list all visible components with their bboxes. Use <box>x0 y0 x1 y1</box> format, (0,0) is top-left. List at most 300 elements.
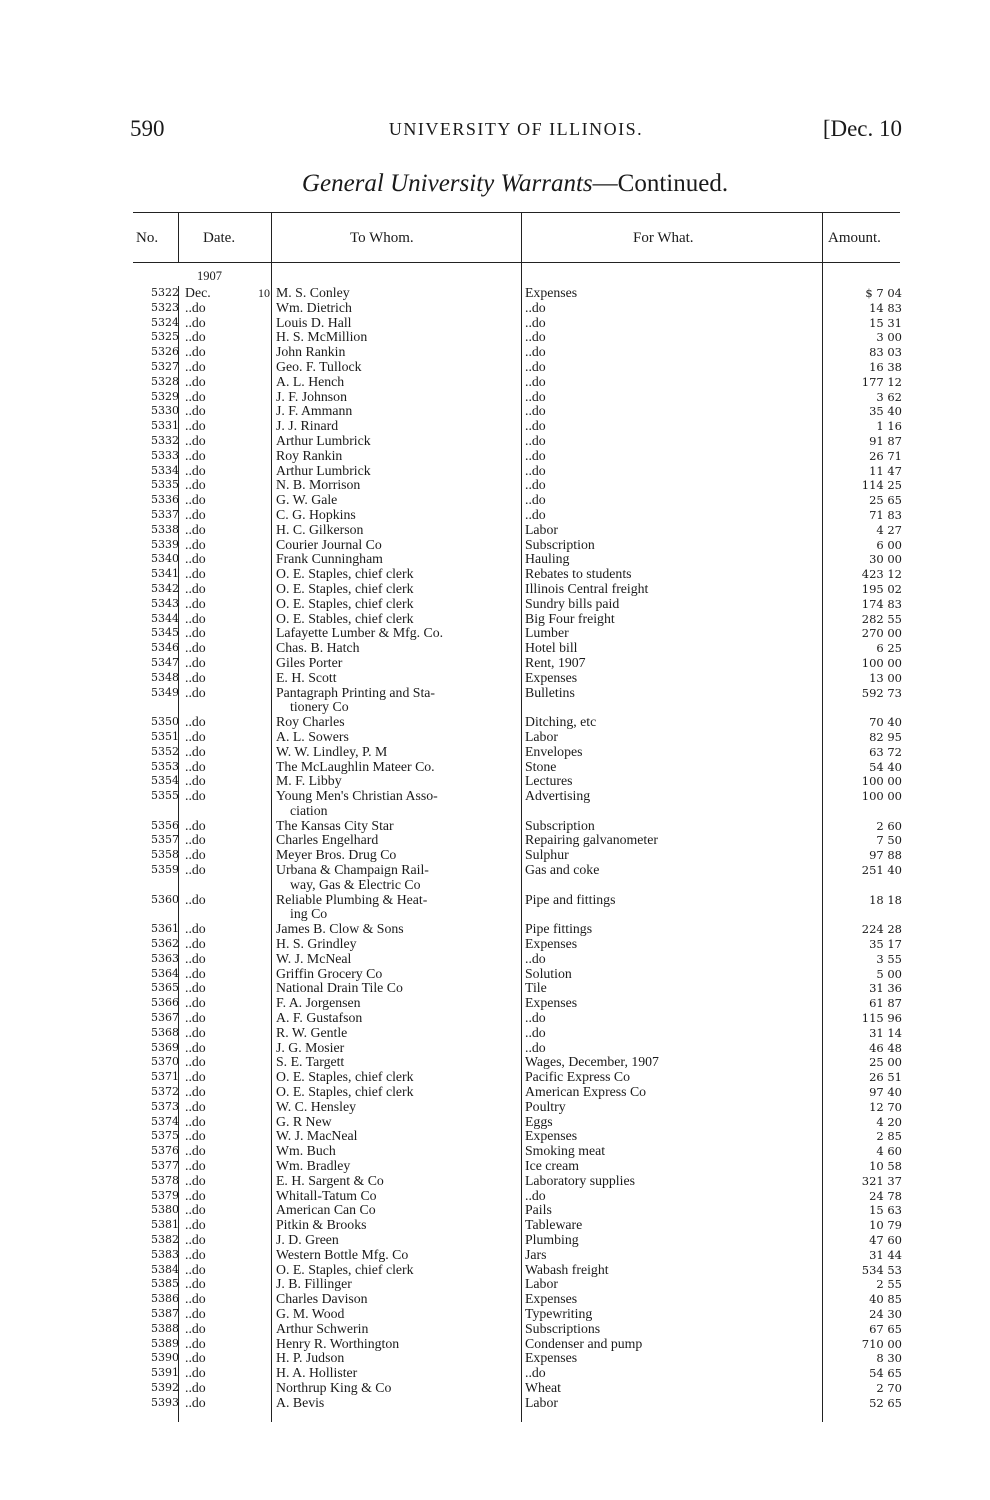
purpose: Envelopes <box>525 744 583 759</box>
warrant-date: ..do <box>185 1233 206 1247</box>
payee-line: Giles Porter <box>276 655 343 670</box>
purpose: Ditching, etc <box>525 715 597 730</box>
amount: 2 85 <box>876 1129 902 1144</box>
payee-line: National Drain Tile Co <box>276 981 403 996</box>
warrant-number: 5351 <box>151 729 179 743</box>
amount: 24 78 <box>869 1188 902 1203</box>
purpose: Plumbing <box>525 1233 579 1247</box>
payee-line-continued: ing Co <box>290 906 328 922</box>
purpose: Eggs <box>525 1114 553 1129</box>
table-row <box>132 1159 902 1174</box>
purpose: Expenses <box>525 286 578 300</box>
warrant-number: 5323 <box>151 300 179 314</box>
payee-line: O. E. Staples, chief clerk <box>276 581 414 596</box>
payee <box>276 1041 520 1056</box>
amount: 2 70 <box>876 1380 902 1395</box>
payee-line: J. F. Ammann <box>276 404 353 419</box>
payee <box>276 1366 520 1381</box>
warrant-date: ..do <box>185 389 206 404</box>
table-row <box>132 1189 902 1204</box>
warrant-number: 5393 <box>151 1395 179 1409</box>
table-row <box>132 863 902 893</box>
warrant-number: 5391 <box>151 1366 179 1380</box>
purpose: ..do <box>525 478 546 493</box>
amount: 11 47 <box>869 463 902 478</box>
payee-line: H. S. Grindley <box>276 937 357 952</box>
payee-line: G. W. Gale <box>276 493 338 508</box>
col-header-to-whom: To Whom. <box>350 230 414 246</box>
warrant-number: 5379 <box>151 1188 179 1202</box>
warrant-date: ..do <box>185 1011 206 1026</box>
payee <box>276 478 520 493</box>
warrant-number: 5364 <box>151 966 179 980</box>
payee <box>276 330 520 345</box>
amount: 97 88 <box>869 848 902 863</box>
payee <box>276 1263 520 1278</box>
payee <box>276 833 520 848</box>
amount: 54 40 <box>869 759 902 774</box>
warrant-date: ..do <box>185 1085 206 1100</box>
amount: 115 96 <box>861 1011 902 1026</box>
payee-line-continued: way, Gas & Electric Co <box>290 876 421 892</box>
purpose: Wabash freight <box>525 1262 609 1277</box>
table-row <box>132 1292 902 1307</box>
table-row <box>132 819 902 834</box>
amount: 3 00 <box>876 330 902 345</box>
purpose: ..do <box>525 448 546 463</box>
payee-line: H. C. Gilkerson <box>276 522 364 537</box>
warrant-date: ..do <box>185 596 206 611</box>
table-row <box>132 523 902 538</box>
warrant-number: 5331 <box>151 419 179 433</box>
payee <box>276 345 520 360</box>
payee-line: H. A. Hollister <box>276 1366 358 1381</box>
warrant-date: ..do <box>185 419 206 434</box>
warrant-date: ..do <box>185 789 206 804</box>
payee-line: Courier Journal Co <box>276 537 382 552</box>
warrant-date: ..do <box>185 818 206 833</box>
warrant-date: ..do <box>185 922 206 937</box>
amount: 16 38 <box>869 359 902 374</box>
payee <box>276 360 520 375</box>
payee <box>276 1381 520 1396</box>
table-title <box>0 170 990 198</box>
amount: 270 00 <box>861 626 902 641</box>
warrant-number: 5374 <box>151 1114 179 1128</box>
purpose: Sundry bills paid <box>525 596 620 611</box>
amount: 100 00 <box>861 655 902 670</box>
payee <box>276 1011 520 1026</box>
payee-line: M. S. Conley <box>276 286 350 300</box>
amount: 3 55 <box>876 951 902 966</box>
amount: 63 72 <box>869 744 902 759</box>
payee-line: Charles Engelhard <box>276 833 379 848</box>
payee <box>276 538 520 553</box>
warrant-number: 5367 <box>151 1011 179 1025</box>
warrant-date: ..do <box>185 1159 206 1174</box>
payee-line: James B. Clow & Sons <box>276 922 404 937</box>
table-row <box>132 922 902 937</box>
warrant-date: ..do <box>185 1336 206 1351</box>
payee <box>276 508 520 523</box>
warrant-date: ..do <box>185 848 206 863</box>
warrant-number: 5390 <box>151 1351 179 1365</box>
purpose: Hotel bill <box>525 641 578 656</box>
payee-line: M. F. Libby <box>276 774 342 789</box>
payee <box>276 1055 520 1070</box>
payee-line: W. J. McNeal <box>276 951 352 966</box>
payee-line-continued: tionery Co <box>290 699 349 715</box>
amount: 4 20 <box>876 1114 902 1129</box>
warrant-date: ..do <box>185 1306 206 1321</box>
payee-line: O. E. Staples, chief clerk <box>276 1262 414 1277</box>
table-row <box>132 1115 902 1130</box>
amount: 224 28 <box>861 922 902 937</box>
table-title-italic: General University Warrants <box>301 170 593 197</box>
table-row <box>132 538 902 553</box>
payee <box>276 715 520 730</box>
warrant-date: ..do <box>185 863 206 878</box>
table-row <box>132 730 902 745</box>
warrant-number: 5336 <box>151 493 179 507</box>
table-row <box>132 626 902 641</box>
warrant-date: ..do <box>185 892 206 907</box>
payee <box>276 464 520 479</box>
payee-line: H. S. McMillion <box>276 330 368 345</box>
warrant-date: ..do <box>185 1025 206 1040</box>
warrant-number: 5341 <box>151 567 179 581</box>
amount: 70 40 <box>869 715 902 730</box>
warrant-number: 5348 <box>151 670 179 684</box>
table-row <box>132 1307 902 1322</box>
table-row <box>132 848 902 863</box>
warrant-number: 5350 <box>151 715 179 729</box>
warrant-number: 5326 <box>151 345 179 359</box>
payee-line: J. J. Rinard <box>276 419 339 434</box>
warrant-date: ..do <box>185 433 206 448</box>
warrant-number: 5337 <box>151 507 179 521</box>
table-row <box>132 552 902 567</box>
table-top-rule <box>133 212 900 213</box>
amount: 71 83 <box>869 507 902 522</box>
purpose: ..do <box>525 463 546 478</box>
warrant-date: ..do <box>185 1188 206 1203</box>
payee <box>276 1129 520 1144</box>
table-row <box>132 937 902 952</box>
table-row <box>132 434 902 449</box>
warrant-number: 5381 <box>151 1218 179 1232</box>
purpose: Subscription <box>525 818 595 833</box>
payee-line: Frank Cunningham <box>276 552 383 567</box>
table-row <box>132 1085 902 1100</box>
amount: 321 37 <box>861 1173 902 1188</box>
purpose: Jars <box>525 1247 547 1262</box>
table-row <box>132 774 902 789</box>
table-row <box>132 1100 902 1115</box>
payee <box>276 316 520 331</box>
payee <box>276 996 520 1011</box>
warrant-number: 5380 <box>151 1203 179 1217</box>
warrant-number: 5383 <box>151 1247 179 1261</box>
purpose: Rent, 1907 <box>525 655 586 670</box>
payee <box>276 1218 520 1233</box>
payee <box>276 523 520 538</box>
payee <box>276 1337 520 1352</box>
amount: 10 58 <box>869 1159 902 1174</box>
amount: 54 65 <box>869 1366 902 1381</box>
warrant-date: ..do <box>185 345 206 360</box>
warrant-number: 5339 <box>151 537 179 551</box>
table-row <box>132 345 902 360</box>
table-row <box>132 789 902 819</box>
payee-line: O. E. Staples, chief clerk <box>276 567 414 582</box>
amount: 35 40 <box>869 404 902 419</box>
payee-line: Arthur Lumbrick <box>276 463 371 478</box>
warrant-number: 5322 <box>151 286 179 299</box>
table-row <box>132 1041 902 1056</box>
warrant-number: 5377 <box>151 1159 179 1173</box>
table-row <box>132 567 902 582</box>
purpose: Expenses <box>525 1351 578 1366</box>
amount: 8 30 <box>876 1351 902 1366</box>
table-row <box>132 597 902 612</box>
col-header-amount: Amount. <box>828 230 881 246</box>
warrant-date: ..do <box>185 1292 206 1307</box>
payee-line: O. E. Staples, chief clerk <box>276 1085 414 1100</box>
table-row <box>132 1174 902 1189</box>
purpose: Pails <box>525 1203 552 1218</box>
payee-line: E. H. Sargent & Co <box>276 1173 384 1188</box>
table-row <box>132 449 902 464</box>
purpose: Lumber <box>525 626 569 641</box>
warrant-date: ..do <box>185 374 206 389</box>
table-row <box>132 1218 902 1233</box>
purpose: Gas and coke <box>525 863 600 878</box>
table-row <box>132 1277 902 1292</box>
payee-line: E. H. Scott <box>276 670 337 685</box>
warrant-number: 5369 <box>151 1040 179 1054</box>
purpose: Tableware <box>525 1218 583 1233</box>
warrant-date: ..do <box>185 1055 206 1070</box>
amount: 14 83 <box>869 300 902 315</box>
payee <box>276 1248 520 1263</box>
purpose: Expenses <box>525 1292 578 1307</box>
payee <box>276 286 520 301</box>
warrant-number: 5328 <box>151 374 179 388</box>
warrants-table <box>132 286 902 1411</box>
warrant-date: ..do <box>185 759 206 774</box>
warrant-date: ..do <box>185 1070 206 1085</box>
payee-line: Lafayette Lumber & Mfg. Co. <box>276 626 444 641</box>
amount: 10 79 <box>869 1218 902 1233</box>
warrant-number: 5372 <box>151 1085 179 1099</box>
table-row <box>132 967 902 982</box>
warrant-number: 5385 <box>151 1277 179 1291</box>
warrant-date: ..do <box>185 729 206 744</box>
payee <box>276 981 520 996</box>
warrant-date: ..do <box>185 774 206 789</box>
amount: 52 65 <box>869 1395 902 1410</box>
payee <box>276 1233 520 1248</box>
warrant-number: 5349 <box>151 685 179 699</box>
table-row <box>132 656 902 671</box>
warrant-date: ..do <box>185 463 206 478</box>
amount: 2 55 <box>876 1277 902 1292</box>
warrant-date: ..do <box>185 685 206 700</box>
warrant-number: 5371 <box>151 1070 179 1084</box>
purpose: Expenses <box>525 670 578 685</box>
amount: 1 16 <box>876 419 902 434</box>
payee <box>276 390 520 405</box>
amount: 251 40 <box>861 863 902 878</box>
warrant-date: ..do <box>185 404 206 419</box>
amount: 6 00 <box>876 537 902 552</box>
warrant-number: 5378 <box>151 1173 179 1187</box>
payee <box>276 612 520 627</box>
payee <box>276 1159 520 1174</box>
warrant-number: 5355 <box>151 789 179 803</box>
payee-line: Urbana & Champaign Rail- <box>276 863 429 878</box>
payee-line: Northrup King & Co <box>276 1380 392 1395</box>
purpose: ..do <box>525 345 546 360</box>
table-row <box>132 612 902 627</box>
payee-line: Wm. Bradley <box>276 1159 351 1174</box>
payee <box>276 375 520 390</box>
warrant-date: Dec. <box>185 286 211 300</box>
payee-line: O. E. Staples, chief clerk <box>276 596 414 611</box>
payee <box>276 730 520 745</box>
payee <box>276 656 520 671</box>
payee-line: Griffin Grocery Co <box>276 966 383 981</box>
year-label: 1907 <box>197 269 222 283</box>
table-row <box>132 582 902 597</box>
purpose: ..do <box>525 374 546 389</box>
page-number: 590 <box>130 116 165 141</box>
amount: 5 00 <box>876 966 902 981</box>
payee-line: Young Men's Christian Asso- <box>276 789 438 804</box>
amount: 24 30 <box>869 1306 902 1321</box>
warrant-number: 5389 <box>151 1336 179 1350</box>
payee <box>276 1203 520 1218</box>
warrant-date: ..do <box>185 315 206 330</box>
warrant-date: ..do <box>185 581 206 596</box>
payee-line: C. G. Hopkins <box>276 507 356 522</box>
payee <box>276 1144 520 1159</box>
warrant-date: ..do <box>185 359 206 374</box>
col-header-no: No. <box>136 230 159 246</box>
warrant-date: ..do <box>185 1099 206 1114</box>
column-divider-no <box>178 212 179 262</box>
warrant-date: ..do <box>185 981 206 996</box>
payee-line: Meyer Bros. Drug Co <box>276 848 397 863</box>
amount: 46 48 <box>869 1040 902 1055</box>
purpose: ..do <box>525 1188 546 1203</box>
table-row <box>132 330 902 345</box>
payee <box>276 1189 520 1204</box>
warrant-number: 5352 <box>151 744 179 758</box>
col-header-date: Date. <box>203 230 236 246</box>
payee-line: F. A. Jorgensen <box>276 996 361 1011</box>
amount: 40 85 <box>869 1292 902 1307</box>
table-row <box>132 1263 902 1278</box>
warrant-date: ..do <box>185 552 206 567</box>
payee <box>276 1174 520 1189</box>
payee-line: Pitkin & Brooks <box>276 1218 367 1233</box>
amount: 114 25 <box>861 478 902 493</box>
purpose: Pipe and fittings <box>525 892 616 907</box>
payee-line: A. Bevis <box>276 1395 325 1410</box>
purpose: ..do <box>525 433 546 448</box>
warrant-date: ..do <box>185 1203 206 1218</box>
payee-line: J. F. Johnson <box>276 389 347 404</box>
warrant-number: 5343 <box>151 596 179 610</box>
payee-line: Whitall-Tatum Co <box>276 1188 377 1203</box>
table-row <box>132 1070 902 1085</box>
purpose: Wages, December, 1907 <box>525 1055 659 1070</box>
purpose: Expenses <box>525 1129 578 1144</box>
payee-line-continued: ciation <box>290 802 328 818</box>
col-header-for-what: For What. <box>633 230 694 246</box>
table-row <box>132 1233 902 1248</box>
warrant-number: 5354 <box>151 774 179 788</box>
payee <box>276 789 520 819</box>
warrant-date: ..do <box>185 478 206 493</box>
payee <box>276 1292 520 1307</box>
table-row <box>132 1129 902 1144</box>
warrant-date: ..do <box>185 537 206 552</box>
warrant-number: 5327 <box>151 359 179 373</box>
purpose: ..do <box>525 1011 546 1026</box>
warrant-number: 5324 <box>151 315 179 329</box>
payee <box>276 1026 520 1041</box>
payee <box>276 626 520 641</box>
warrant-date: ..do <box>185 611 206 626</box>
amount: 26 71 <box>869 448 902 463</box>
purpose: ..do <box>525 300 546 315</box>
warrant-number: 5375 <box>151 1129 179 1143</box>
payee-line: J. G. Mosier <box>276 1040 345 1055</box>
warrant-number: 5330 <box>151 404 179 418</box>
warrant-number: 5382 <box>151 1233 179 1246</box>
payee-line: Chas. B. Hatch <box>276 641 360 656</box>
purpose: Ice cream <box>525 1159 579 1174</box>
warrant-number: 5373 <box>151 1099 179 1113</box>
purpose: Tile <box>525 981 547 996</box>
table-row <box>132 1396 902 1411</box>
warrant-number: 5370 <box>151 1055 179 1069</box>
warrant-date: ..do <box>185 567 206 582</box>
payee <box>276 449 520 464</box>
purpose: ..do <box>525 330 546 345</box>
payee <box>276 774 520 789</box>
warrant-number: 5335 <box>151 478 179 492</box>
warrant-date: ..do <box>185 833 206 848</box>
table-row <box>132 1248 902 1263</box>
table-row <box>132 316 902 331</box>
payee-line: Pantagraph Printing and Sta- <box>276 685 436 700</box>
table-row <box>132 760 902 775</box>
payee <box>276 863 520 893</box>
purpose: Labor <box>525 729 558 744</box>
warrant-date: ..do <box>185 1173 206 1188</box>
payee <box>276 1396 520 1411</box>
purpose: American Express Co <box>525 1085 647 1100</box>
purpose: Labor <box>525 1395 558 1410</box>
purpose: Condenser and pump <box>525 1336 643 1351</box>
purpose: Typewriting <box>525 1306 593 1321</box>
payee-line: N. B. Morrison <box>276 478 361 493</box>
purpose: ..do <box>525 493 546 508</box>
